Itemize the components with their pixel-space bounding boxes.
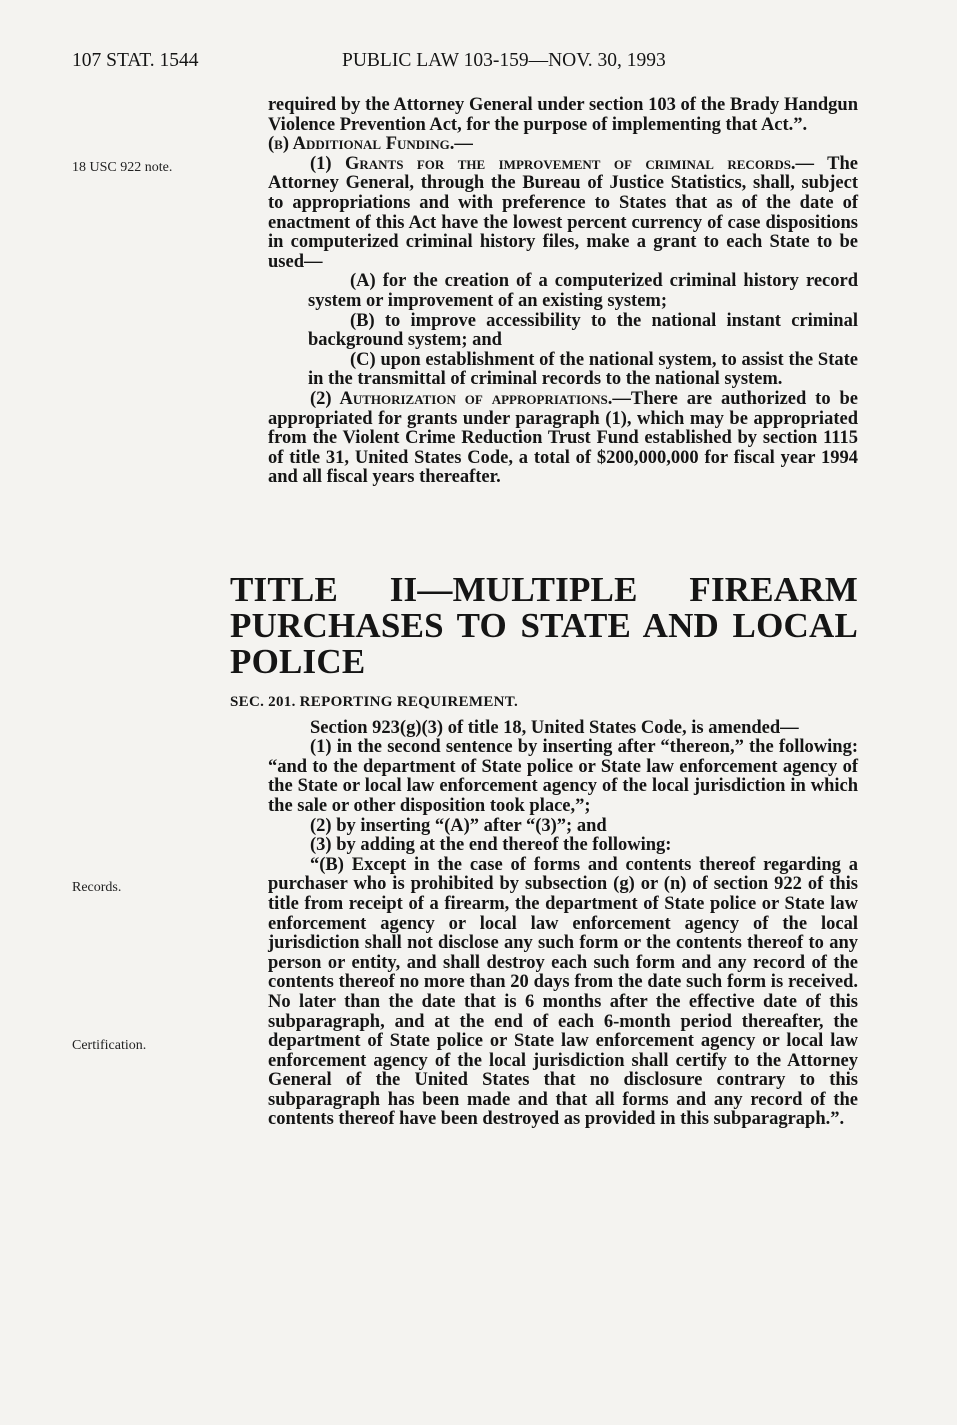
- paragraph-b1-heading: (1) Grants for the improvement of criminal records.—: [310, 153, 815, 174]
- paragraph-b2: [268, 390, 858, 488]
- paragraph-b2-heading: (2) Authorization of appropriations.—: [310, 388, 631, 409]
- quoted-subparagraph-b: “(B) Except in the case of forms and contents thereof regarding a purchaser who is prohibited by subsection (g) or (n) of section 922 of this title from receipt of a firearm, the department of State police or State law enforcement agency or local law enforcement agency of the local jurisdiction shall not disclose any such form or the contents thereof to any person or entity, and shall destroy each such form and any record of the contents thereof no more than 20 days from the date such form is received. No later than the date that is 6 months after the effective date of this subparagraph, and at the end of each 6-month period thereafter, the department of State police or State law enforcement agency or local law enforcement agency of the local jurisdiction shall certify to the Attorney General of the United States that no disclosure contrary to this subparagraph has been made and that all forms and any record of the contents thereof have been destroyed as provided in this subparagraph.”.: [268, 854, 858, 1130]
- section-heading: SEC. 201. REPORTING REQUIREMENT.: [230, 694, 518, 710]
- title-heading: TITLE II—MULTIPLE FIREARM PURCHASES TO STATE AND LOCAL POLICE: [230, 570, 858, 681]
- clause-a: (A) for the creation of a computerized criminal history record system or improvement of an existing system;: [308, 271, 858, 311]
- page-citation: 107 STAT. 1544: [72, 50, 199, 71]
- paragraph-b1: [268, 155, 858, 273]
- section-201: [230, 693, 858, 1130]
- amendment-item-1: (1) in the second sentence by inserting after “thereon,” the following: “and to the department of State police or State law enforcement agency of the State or local law enforcement agency of the local jurisdiction in which the sale or other disposition took place,”;: [268, 737, 858, 816]
- top-section: [268, 96, 858, 488]
- margin-note-certification: Certification.: [72, 1038, 147, 1053]
- clause-c: (C) upon establishment of the national system, to assist the State in the transmittal of criminal records to the national system.: [308, 349, 858, 390]
- section-intro: Section 923(g)(3) of title 18, United States Code, is amended—: [310, 717, 799, 738]
- amendment-item-3: (3) by adding at the end thereof the following:: [310, 835, 672, 856]
- clause-b: (B) to improve accessibility to the national instant criminal background system; and: [308, 310, 858, 351]
- margin-note-usc: 18 USC 922 note.: [72, 160, 173, 175]
- paragraph-b2-text: There are authorized to be appropriated for grants under paragraph (1), which may be appropriated from the Violent Crime Reduction Trust Fund established by section 1115 of title 31, United States Code, a total of $200,000,000 for fiscal year 1994 and all fiscal years thereafter.: [268, 388, 858, 488]
- paragraph-continuation: required by the Attorney General under section 103 of the Brady Handgun Violence Prevention Act, for the purpose of implementing that Act.”.: [268, 95, 858, 135]
- subsection-b-heading: (b) Additional Funding.—: [268, 134, 473, 155]
- paragraph-b1-text: The Attorney General, through the Bureau of Justice Statistics, shall, subject to appropriations and with preference to States that as of the date of enactment of this Act have the lowest percent currency of case dispositions in computerized criminal history files, make a grant to each State to be used—: [268, 153, 858, 272]
- margin-note-records: Records.: [72, 880, 122, 895]
- amendment-item-2: (2) by inserting “(A)” after “(3)”; and: [310, 815, 607, 836]
- law-title-date: PUBLIC LAW 103-159—NOV. 30, 1993: [342, 50, 666, 71]
